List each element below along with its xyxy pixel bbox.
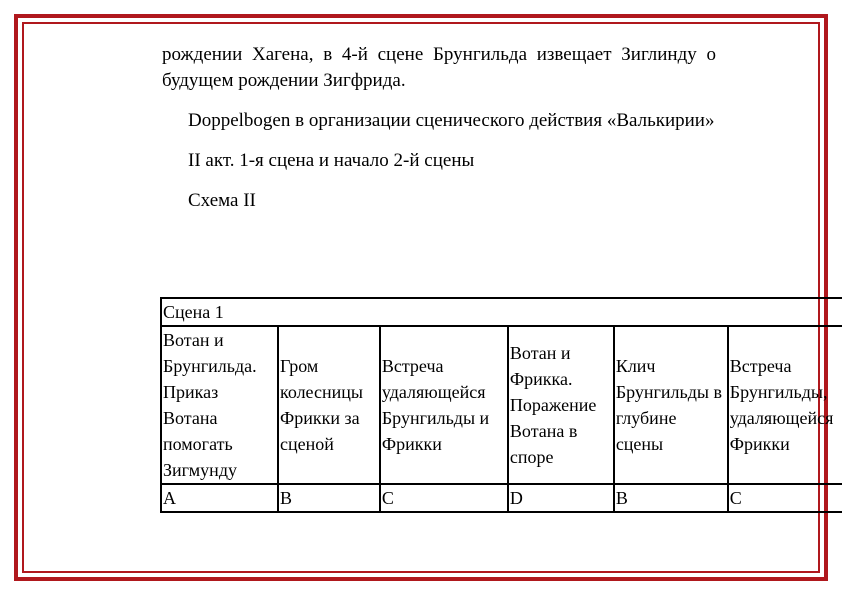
scene-letter-cell: D [508, 484, 614, 512]
scene-letter-cell: C [728, 484, 842, 512]
document-body [162, 42, 716, 214]
act-heading: II акт. 1-я сцена и начало 2-й сцены [188, 150, 475, 171]
paragraph-2: Doppelbogen в организации сценического действия «Валькирии» [188, 110, 715, 131]
scene-letter-cell: B [614, 484, 728, 512]
scene-letter-cell: A [161, 484, 278, 512]
scene-description-cell: Вотан и Фрикка. Поражение Вотана в споре [508, 326, 614, 484]
scene-description-cell: Встреча удаляющейся Брунгильды и Фрикки [380, 326, 508, 484]
scheme-table-container [160, 297, 842, 517]
scene-description-cell: Встреча Брунгильды, удаляющейся Фрикки [728, 326, 842, 484]
scene-description-cell: Гром колесницы Фрикки за сценой [278, 326, 380, 484]
paragraph-1: рождении Хагена, в 4-й сцене Брунгильда извещает Зиглинду о будущем рождении Зигфрида. [162, 44, 716, 91]
scene-description-cell: Вотан и Брунгильда. Приказ Вотана помогать Зигмунду [161, 326, 278, 484]
scene-description-cell: Клич Брунгильды в глубине сцены [614, 326, 728, 484]
scheme-heading: Схема II [188, 190, 256, 211]
scene-label-cell: Сцена 1 [161, 298, 842, 326]
scene-letter-cell: C [380, 484, 508, 512]
scene-letter-cell: B [278, 484, 380, 512]
scheme-table [160, 297, 842, 513]
